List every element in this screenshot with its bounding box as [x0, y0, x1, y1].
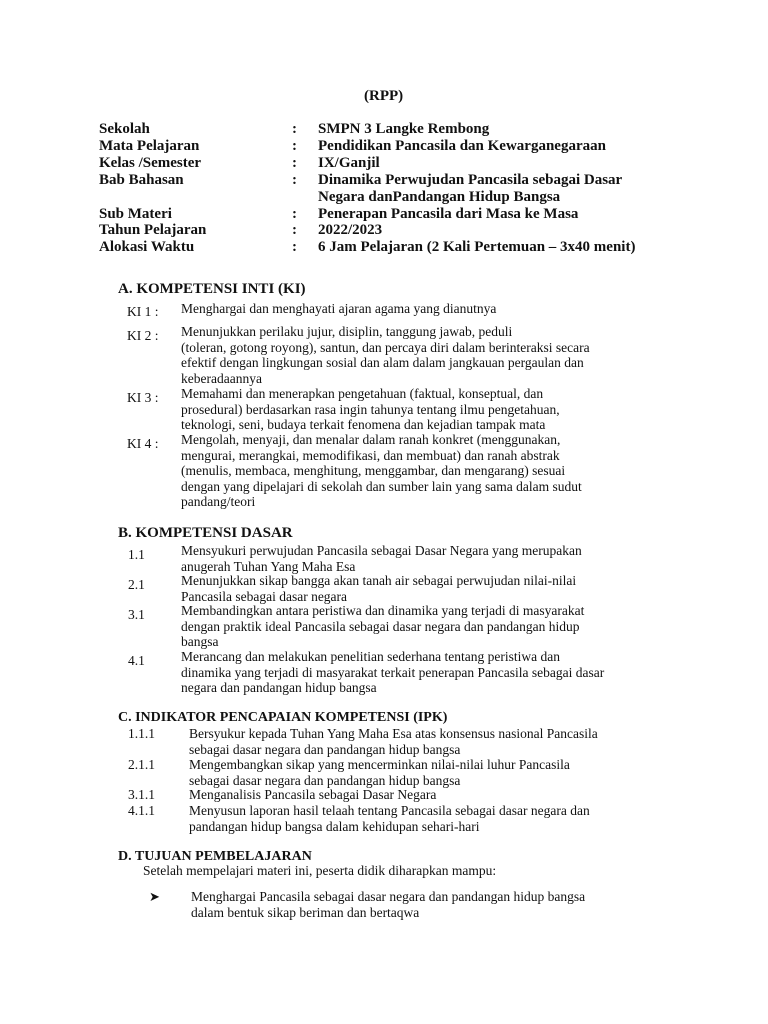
item-text: Menghargai dan menghayati ajaran agama yang dianutnya	[181, 301, 497, 316]
item-number: 2.1.1	[128, 757, 155, 772]
section-intro: Setelah mempelajari materi ini, peserta didik diharapkan mampu:	[143, 863, 497, 878]
item-text: Bersyukur kepada Tuhan Yang Maha Esa atas konsensus nasional Pancasila sebagai dasar negara dan pandangan hidup bangsa	[189, 726, 598, 757]
item-number: KI 1 :	[127, 304, 159, 319]
item-number: 3.1.1	[128, 787, 155, 802]
info-label: Sub Materi	[99, 206, 172, 222]
info-label: Alokasi Waktu	[99, 239, 195, 255]
info-value: 2022/2023	[318, 222, 383, 238]
info-colon: :	[292, 239, 297, 255]
item-text: Membandingkan antara peristiwa dan dinamika yang terjadi di masyarakat dengan praktik ideal Pancasila sebagai dasar negara dan pandangan hidup bangsa	[181, 603, 585, 649]
item-text: Menunjukkan perilaku jujur, disiplin, tanggung jawab, peduli (toleran, gotong royong), santun, dan percaya diri dalam berinteraksi secara efektif dengan lingkungan sosial dan alam dalam jangkauan pergaulan dan keberadaannya	[181, 324, 590, 386]
item-number: 1.1	[128, 547, 145, 562]
item-number: 1.1.1	[128, 726, 155, 741]
info-colon: :	[292, 121, 297, 137]
item-text: Menghargai Pancasila sebagai dasar negara dan pandangan hidup bangsa dalam bentuk sikap beriman dan bertaqwa	[191, 889, 586, 920]
info-label: Bab Bahasan	[99, 172, 184, 188]
info-label: Tahun Pelajaran	[99, 222, 207, 238]
item-text: Menunjukkan sikap bangga akan tanah air sebagai perwujudan nilai-nilai Pancasila sebagai dasar negara	[181, 573, 577, 604]
item-text: Mengolah, menyaji, dan menalar dalam ranah konkret (menggunakan, mengurai, merangkai, memodifikasi, dan membuat) dan ranah abstrak (menulis, membaca, menghitung, menggambar, dan mengarang) sesuai dengan yang dipelajari di sekolah dan sumber lain yang sama dalam sudut pandang/teori	[181, 432, 582, 509]
item-text: Merancang dan melakukan penelitian sederhana tentang peristiwa dan dinamika yang terjadi di masyarakat terkait penerapan Pancasila sebagai dasar negara dan pandangan hidup bangsa	[181, 649, 605, 695]
info-value: Pendidikan Pancasila dan Kewarganegaraan	[318, 138, 606, 154]
item-text: Menyusun laporan hasil telaah tentang Pancasila sebagai dasar negara dan pandangan hidup bangsa dalam kehidupan sehari-hari	[189, 803, 590, 834]
item-number: KI 3 :	[127, 390, 159, 405]
document-title: (RPP)	[364, 88, 404, 104]
info-value: Penerapan Pancasila dari Masa ke Masa	[318, 206, 579, 222]
info-label: Kelas /Semester	[99, 155, 202, 171]
info-value: 6 Jam Pelajaran (2 Kali Pertemuan – 3x40 menit)	[318, 239, 636, 255]
arrow-bullet-icon: ➤	[149, 889, 160, 904]
info-label: Sekolah	[99, 121, 150, 137]
item-text: Mensyukuri perwujudan Pancasila sebagai Dasar Negara yang merupakan anugerah Tuhan Yang Maha Esa	[181, 543, 582, 574]
item-text: Memahami dan menerapkan pengetahuan (faktual, konseptual, dan prosedural) berdasarkan rasa ingin tahunya tentang ilmu pengetahuan, teknologi, seni, budaya terkait fenomena dan kejadian tampak mata	[181, 386, 560, 432]
info-value: Dinamika Perwujudan Pancasila sebagai Dasar Negara danPandangan Hidup Bangsa	[318, 172, 623, 205]
info-colon: :	[292, 138, 297, 154]
info-value: IX/Ganjil	[318, 155, 380, 171]
item-number: 4.1	[128, 653, 145, 668]
item-number: KI 4 :	[127, 436, 159, 451]
item-number: 3.1	[128, 607, 145, 622]
info-colon: :	[292, 206, 297, 222]
section-heading-indikator: C. INDIKATOR PENCAPAIAN KOMPETENSI (IPK)	[118, 710, 448, 725]
info-colon: :	[292, 155, 297, 171]
item-text: Menganalisis Pancasila sebagai Dasar Negara	[189, 787, 437, 802]
section-heading-tujuan: D. TUJUAN PEMBELAJARAN	[118, 849, 312, 864]
item-number: KI 2 :	[127, 328, 159, 343]
info-colon: :	[292, 172, 297, 188]
info-value: SMPN 3 Langke Rembong	[318, 121, 490, 137]
info-colon: :	[292, 222, 297, 238]
item-text: Mengembangkan sikap yang mencerminkan nilai-nilai luhur Pancasila sebagai dasar negara dan pandangan hidup bangsa	[189, 757, 570, 788]
item-number: 2.1	[128, 577, 145, 592]
info-label: Mata Pelajaran	[99, 138, 200, 154]
item-number: 4.1.1	[128, 803, 155, 818]
section-heading-kompetensi-inti: A. KOMPETENSI INTI (KI)	[118, 281, 306, 297]
section-heading-kompetensi-dasar: B. KOMPETENSI DASAR	[118, 525, 293, 541]
